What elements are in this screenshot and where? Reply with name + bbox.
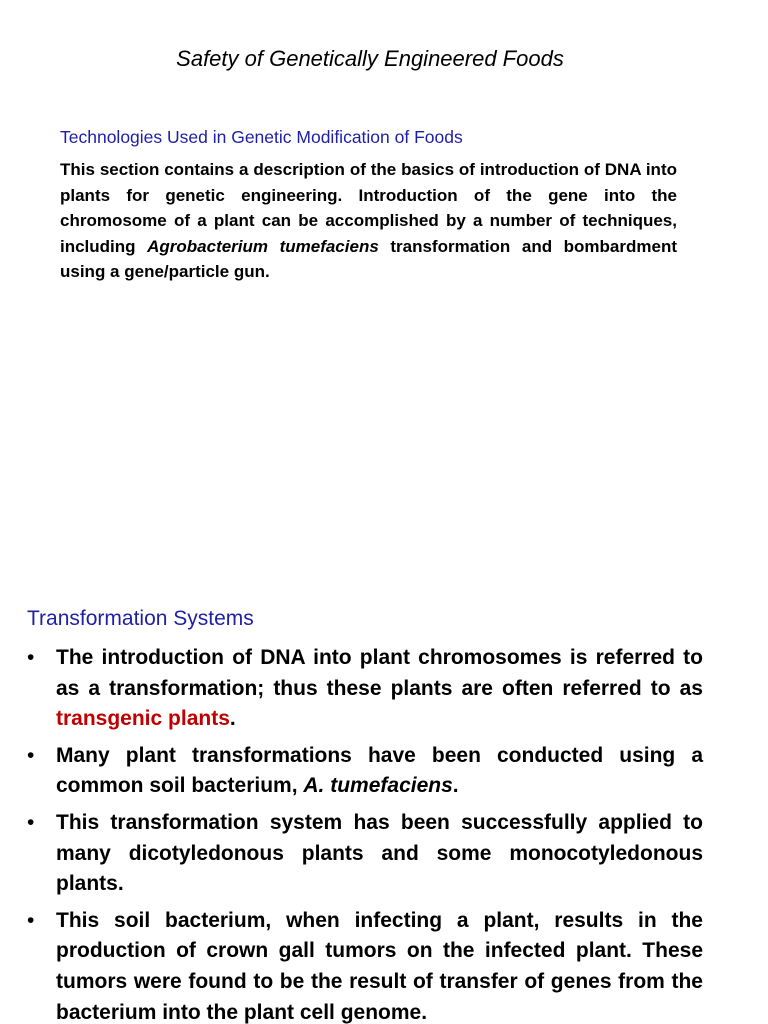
bullet-item-dicotyledonous [27, 808, 703, 900]
bullet-icon: • [27, 646, 35, 669]
section-heading-technologies: Technologies Used in Genetic Modification of Foods [60, 127, 463, 147]
bullet-icon: • [27, 908, 35, 932]
bullet-item-crown-gall [27, 906, 703, 1024]
bullet-text: The introduction of DNA into plant chromosomes is referred to as a transformation; thus these plants are often referred to as [56, 646, 703, 700]
bullet-item-soil-bacterium [27, 741, 703, 802]
bullet-icon: • [27, 743, 35, 767]
species-name: A. tumefaciens [303, 774, 453, 798]
bullet-icon: • [27, 810, 35, 834]
intro-paragraph [60, 157, 677, 285]
bullet-text: Many plant transformations have been conducted using a common soil bacterium, [56, 743, 703, 798]
transgenic-plants-highlight: transgenic plants [56, 707, 230, 731]
bullet-text-end: . [229, 707, 236, 731]
intro-text-start: This section contains a description of the basics of introduction of DNA into plants for genetic engineering. Introduction of the gene into the chromosome of a plant can be accomplished by a number of techniques, including [60, 160, 677, 256]
bullet-text: This transformation system has been successfully applied to many dicotyledonous plants and some monocotyledonous plants. [56, 810, 703, 896]
bullet-list [27, 643, 703, 1024]
document-title: Safety of Genetically Engineered Foods [176, 46, 564, 71]
slide-transformation-systems [0, 580, 768, 1024]
bullet-text: This soil bacterium, when infecting a plant, results in the production of crown gall tumors on the infected plant. These tumors were found to be the result of transfer of genes from the bacterium into the plant cell genome. [56, 908, 703, 1024]
intro-text-species: Agrobacterium tumefaciens [147, 236, 379, 256]
transformation-systems-heading: Transformation Systems [27, 607, 254, 630]
bullet-item-transgenic [27, 643, 703, 735]
intro-text-end: transformation and bombardment using a gene/particle gun. [60, 236, 677, 281]
bullet-text-end: . [452, 774, 459, 798]
